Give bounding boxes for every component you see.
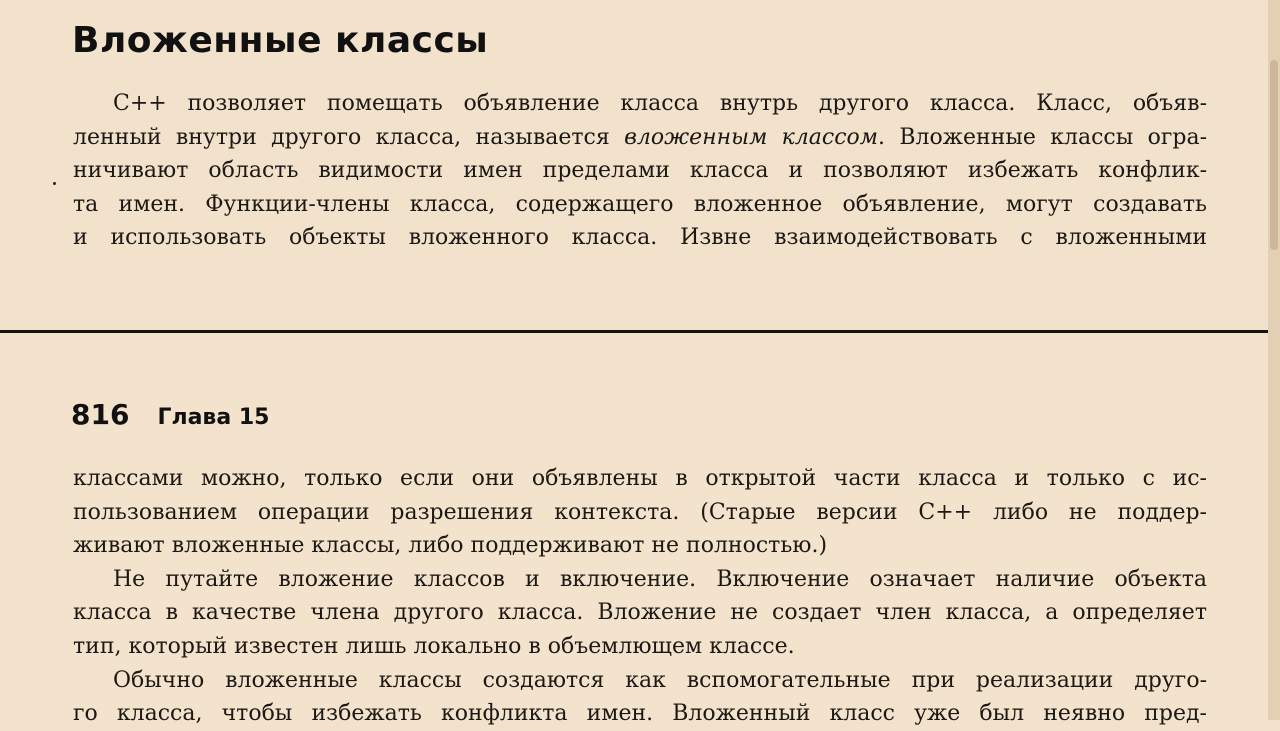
chapter-label: Глава 15 [157, 405, 270, 430]
text-fragment: . Вложенные классы огра- [878, 124, 1207, 150]
text-fragment: ленный внутри другого класса, называется [73, 124, 610, 150]
scrollbar-track[interactable] [1268, 0, 1280, 720]
bottom-text-block [73, 462, 1207, 731]
section-title: Вложенные классы [72, 20, 489, 61]
text-line: та имен. Функции-члены класса, содержащего вложенное объявление, могут создавать [73, 191, 1207, 217]
emphasized-term: вложенным классом [624, 124, 879, 150]
page-number: 816 [71, 398, 130, 431]
text-line-with-term [73, 121, 1207, 155]
text-line: класса в качестве члена другого класса. Вложение не создает член класса, а определяет [73, 600, 1207, 626]
top-paragraph [73, 87, 1207, 255]
text-line: классами можно, только если они объявлены в открытой части класса и только с ис- [73, 466, 1207, 491]
text-line: живают вложенные классы, либо поддерживают не полностью.) [73, 533, 828, 559]
text-line: тип, который известен лишь локально в объемлющем классе. [73, 633, 795, 659]
text-line: Не путайте вложение классов и включение. Включение означает наличие объекта [113, 566, 1207, 592]
text-line: ничивают область видимости имен пределами класса и позволяют избежать конфлик- [73, 158, 1207, 184]
scrollbar-thumb[interactable] [1270, 60, 1278, 250]
text-line: C++ позволяет помещать объявление класса внутрь другого класса. Класс, объяв- [113, 91, 1207, 116]
text-line: го класса, чтобы избежать конфликта имен. Вложенный класс уже был неявно пред- [73, 701, 1207, 727]
scan-speck-mark [53, 182, 56, 185]
text-line: пользованием операции разрешения контекста. (Старые версии C++ либо не поддер- [73, 499, 1207, 525]
running-head [71, 398, 269, 431]
text-line: и использовать объекты вложенного класса. Извне взаимодействовать с вложенными [73, 225, 1207, 251]
text-line: Обычно вложенные классы создаются как вспомогательные при реализации друго- [113, 667, 1207, 693]
